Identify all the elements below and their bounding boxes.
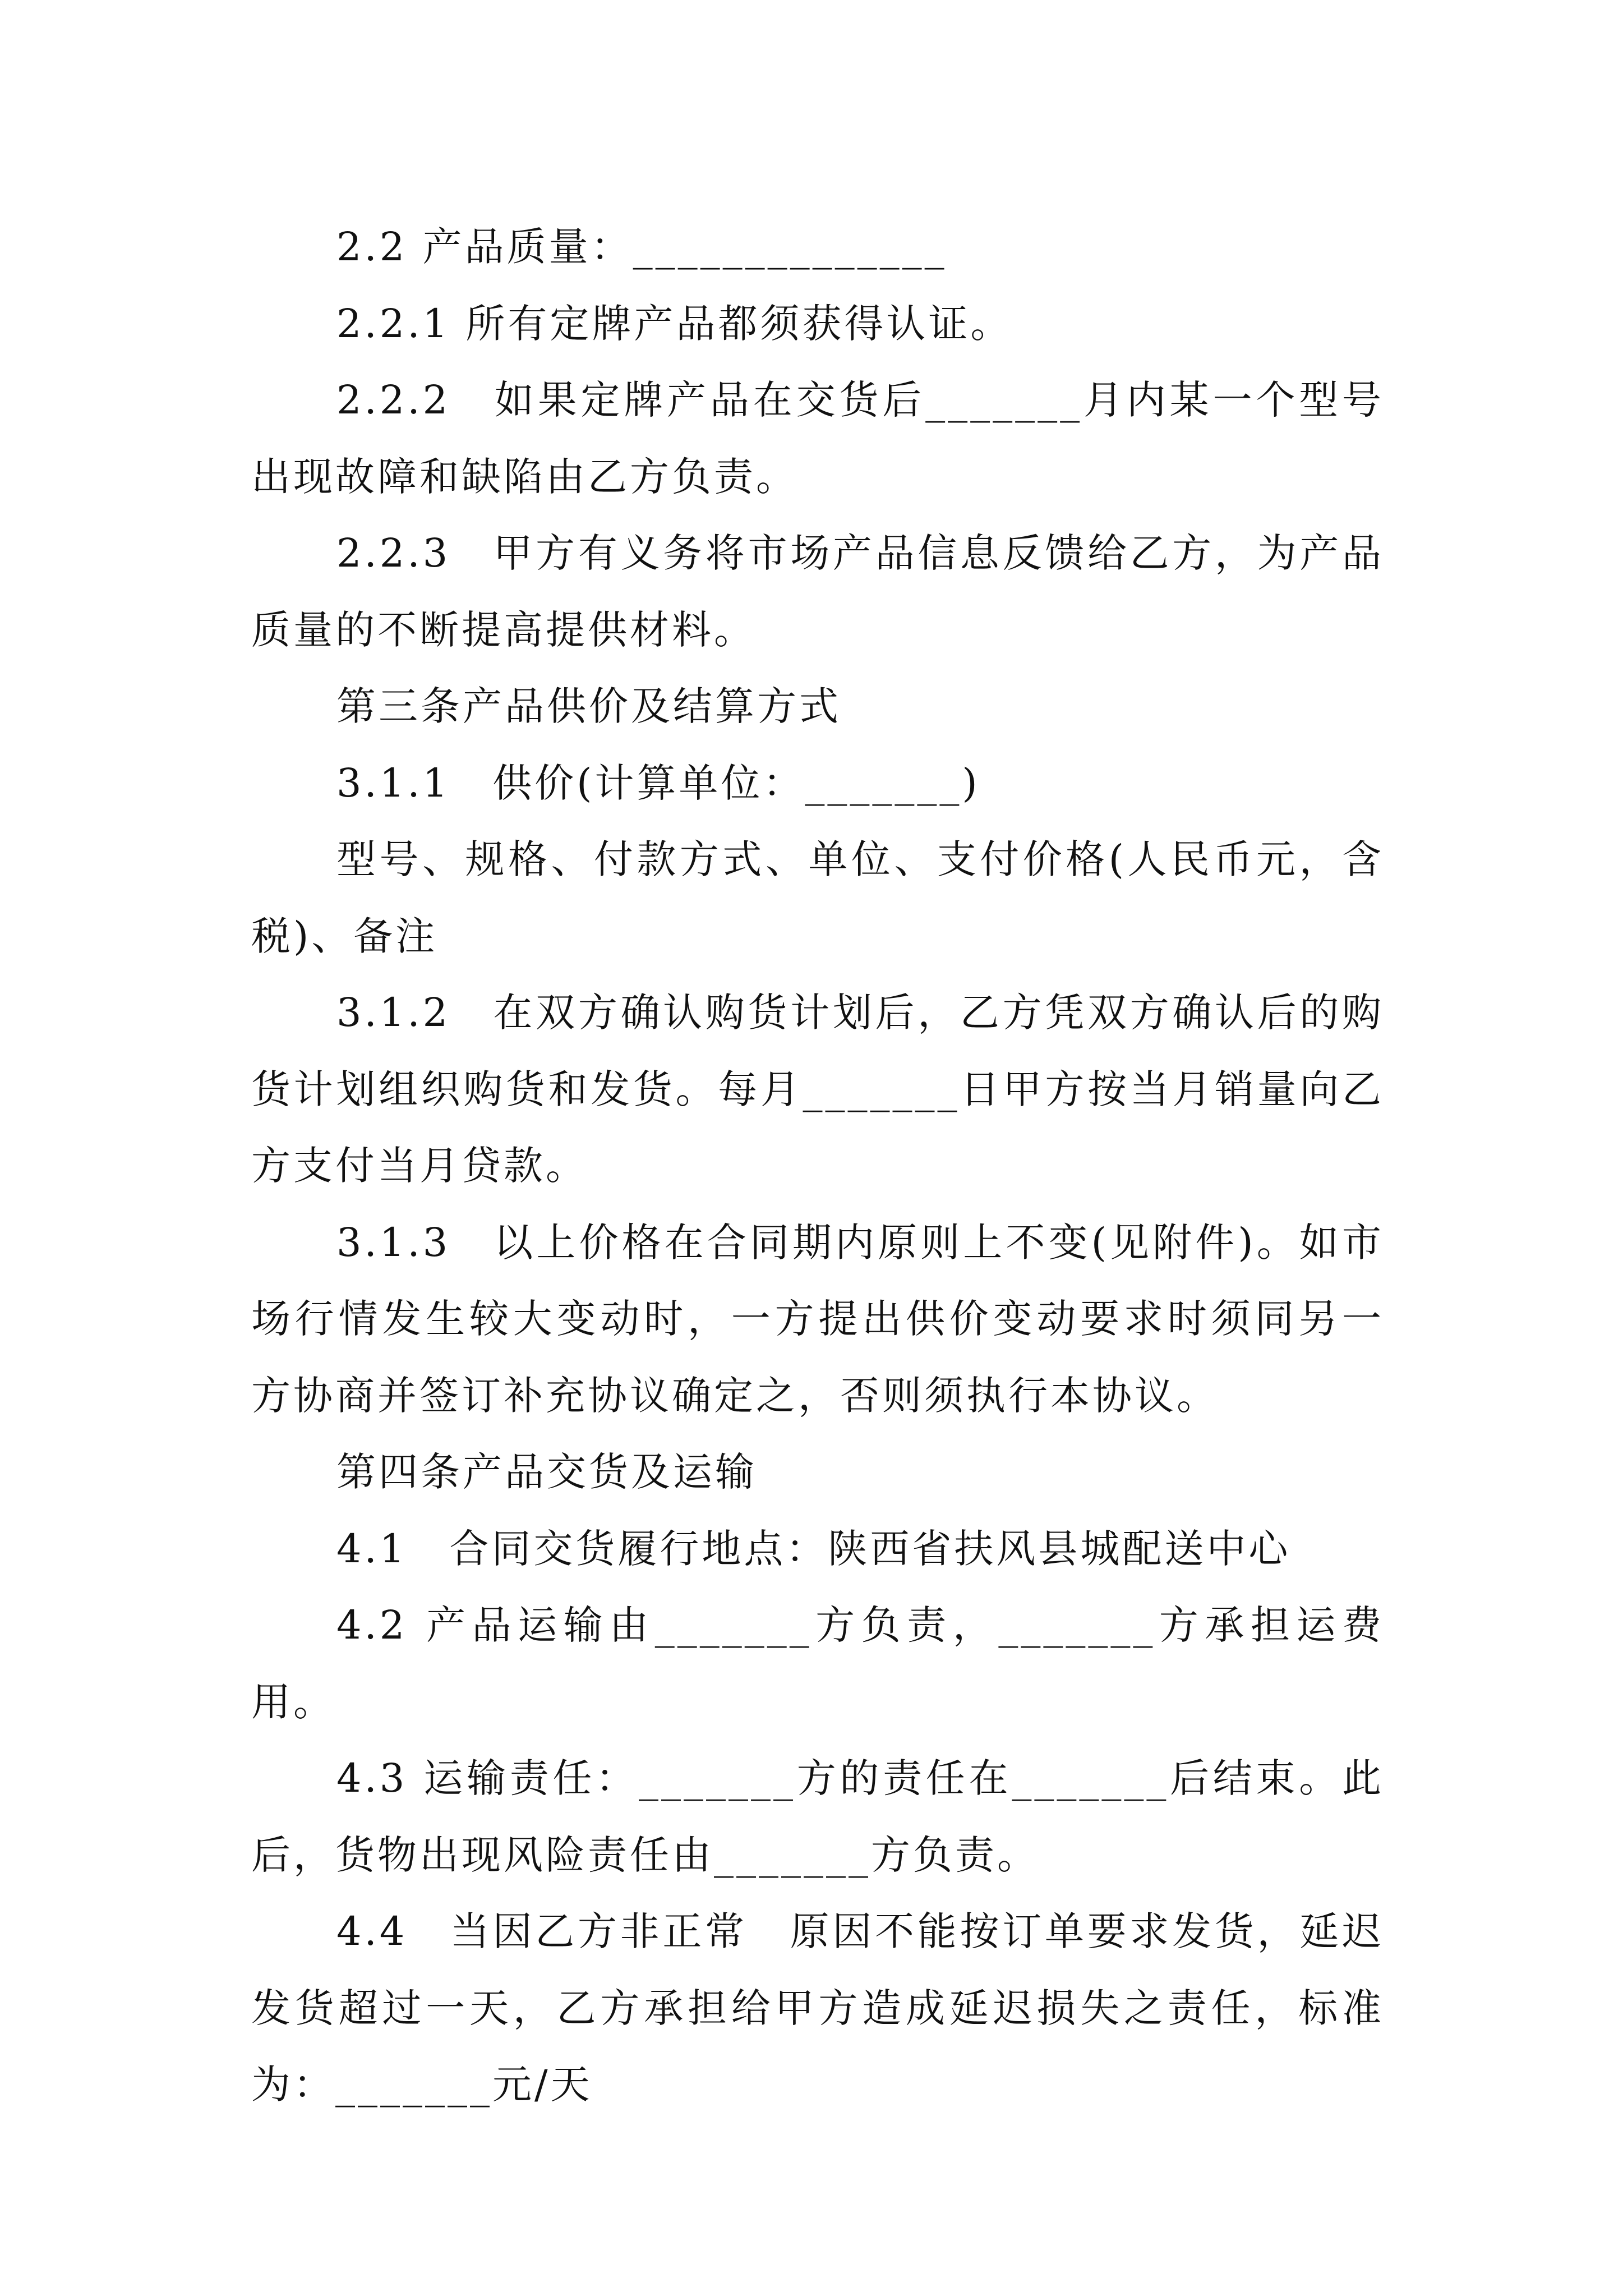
- clause-3-1-3-price-change: 3.1.3 以上价格在合同期内原则上不变(见附件)。如市场行情发生较大变动时，一方提出供价变动要求时须同另一方协商并签订补充协议确定之，否则须执行本协议。: [251, 1219, 1384, 1419]
- clause-3-1-1-price: 3.1.1 供价(计算单位：_______): [336, 760, 980, 806]
- document-body: [251, 209, 1384, 2123]
- article-4-heading: 第四条产品交货及运输: [336, 1449, 757, 1495]
- clause-4-4-delay-penalty: 4.4 当因乙方非正常 原因不能按订单要求发货，延迟发货超过一天，乙方承担给甲方造成延迟损失之责任，标准为：_______元/天: [251, 1908, 1384, 2108]
- article-3-heading: 第三条产品供价及结算方式: [336, 683, 841, 729]
- clause-4-3-transport-liability: 4.3 运输责任：_______方的责任在_______后结束。此后，货物出现风险责任由_______方负责。: [251, 1755, 1384, 1878]
- clause-3-1-2-payment: 3.1.2 在双方确认购货计划后，乙方凭双方确认后的购货计划组织购货和发货。每月_______日甲方按当月销量向乙方支付当月贷款。: [251, 990, 1384, 1189]
- clause-2-2-3-feedback: 2.2.3 甲方有义务将市场产品信息反馈给乙方，为产品质量的不断提高提供材料。: [251, 530, 1384, 653]
- clause-2-2-product-quality: 2.2 产品质量：______________: [336, 224, 947, 270]
- clause-4-2-transport: 4.2 产品运输由_______方负责，_______方承担运费用。: [251, 1602, 1384, 1725]
- clause-4-1-delivery-place: 4.1 合同交货履行地点：陕西省扶风县城配送中心: [336, 1525, 1291, 1572]
- clause-2-2-2-warranty: 2.2.2 如果定牌产品在交货后_______月内某一个型号出现故障和缺陷由乙方负责。: [251, 377, 1384, 500]
- clause-2-2-1-certification: 2.2.1 所有定牌产品都须获得认证。: [336, 300, 1013, 347]
- price-table-columns: 型号、规格、付款方式、单位、支付价格(人民币元，含税)、备注: [251, 836, 1384, 959]
